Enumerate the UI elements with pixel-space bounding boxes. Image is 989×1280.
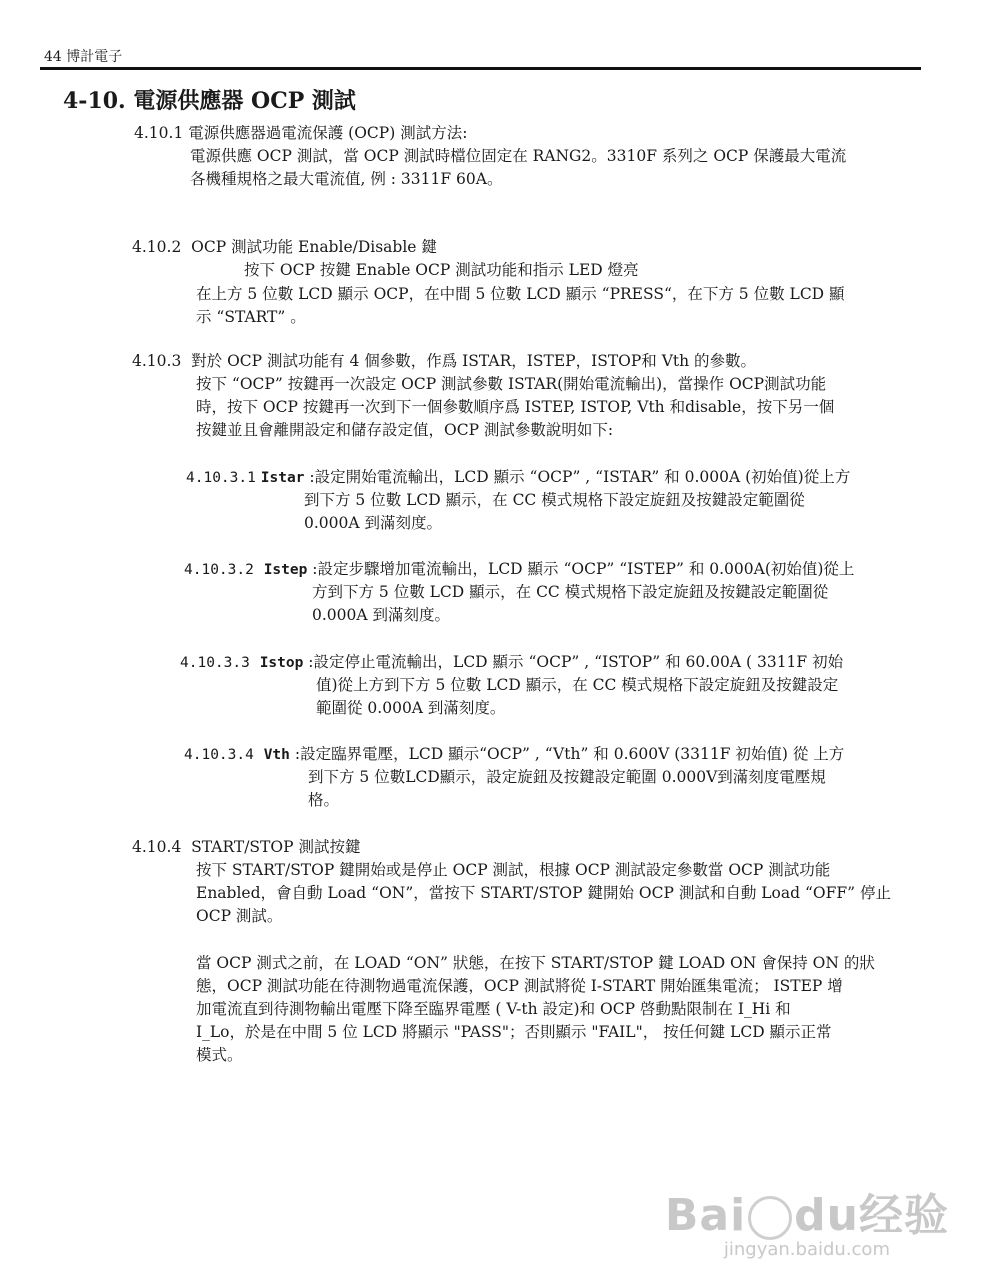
watermark-logo-part: Bai xyxy=(664,1190,747,1241)
param-term: Vth xyxy=(263,747,290,763)
paw-icon xyxy=(748,1196,792,1240)
param-term: Istep xyxy=(263,562,308,578)
body-line: 當 OCP 測式之前，在 LOAD “ON” 狀態，在按下 START/STOP 鍵 LOAD ON 會保持 ON 的狀 xyxy=(196,954,875,972)
body-line: 態，OCP 測試功能在待測物過電流保護，OCP 測試將從 I-START 開始匯集電流； ISTEP 增 xyxy=(196,977,843,995)
page-number: 44 xyxy=(44,49,62,65)
param-istep xyxy=(184,558,854,582)
body-line: 按下 OCP 按鍵 Enable OCP 測試功能和指示 LED 燈亮 xyxy=(244,261,639,279)
param-vth-body xyxy=(308,766,826,812)
subsection-4-10-4 xyxy=(132,836,360,859)
subsection-number: 4.10.1 xyxy=(134,124,184,142)
publisher-name: 博計電子 xyxy=(66,49,123,65)
body-line: 值)從上方到下方 5 位數 LCD 顯示，在 CC 模式規格下設定旋鈕及按鍵設定 xyxy=(316,676,839,694)
param-number: 4.10.3.1 xyxy=(186,470,256,486)
subsection-heading: START/STOP 測試按鍵 xyxy=(191,838,361,856)
subsection-4-10-4-paragraph-2 xyxy=(196,952,875,1067)
body-line: :設定開始電流輸出，LCD 顯示 “OCP” , “ISTAR” 和 0.000A (初始值)從上方 xyxy=(309,468,851,486)
body-line: 加電流直到待測物輸出電壓下降至臨界電壓 ( V-th 設定)和 OCP 啓動點限制在 I_Hi 和 xyxy=(196,1000,791,1018)
subsection-4-10-1 xyxy=(134,122,467,145)
subsection-4-10-2-body xyxy=(196,283,845,329)
subsection-heading: OCP 測試功能 Enable/Disable 鍵 xyxy=(191,238,437,256)
body-line: 按鍵並且會離開設定和儲存設定值，OCP 測試參數說明如下: xyxy=(196,421,614,439)
body-line: 各機種規格之最大電流值, 例 : 3311F 60A。 xyxy=(190,170,503,188)
body-line: 電源供應 OCP 測試，當 OCP 測試時檔位固定在 RANG2。3310F 系列之 OCP 保護最大電流 xyxy=(190,147,847,165)
body-line: :設定停止電流輸出，LCD 顯示 “OCP” , “ISTOP” 和 60.00A ( 3311F 初始 xyxy=(308,653,844,671)
watermark-logo-part: du xyxy=(794,1190,859,1241)
body-line: 到下方 5 位數LCD顯示，設定旋鈕及按鍵設定範圍 0.000V到滿刻度電壓規 xyxy=(308,768,826,786)
param-istop-body xyxy=(316,674,838,720)
subsection-heading: 電源供應器過電流保護 (OCP) 測試方法: xyxy=(188,124,468,142)
body-line: 在上方 5 位數 LCD 顯示 OCP，在中間 5 位數 LCD 顯示 “PRESS“，在下方 5 位數 LCD 顯 xyxy=(196,285,845,303)
page-header xyxy=(44,46,122,66)
param-term: Istop xyxy=(259,655,304,671)
body-line: 0.000A 到滿刻度。 xyxy=(304,514,442,532)
body-line: 模式。 xyxy=(196,1046,243,1064)
param-istar xyxy=(186,466,850,490)
subsection-number: 4.10.3 xyxy=(132,352,182,370)
watermark-url: jingyan.baidu.com xyxy=(723,1239,890,1260)
subsection-4-10-1-body xyxy=(190,145,846,191)
subsection-4-10-3 xyxy=(132,350,756,373)
body-line: 按下 “OCP” 按鍵再一次設定 OCP 測試參數 ISTAR(開始電流輸出)，當操作 OCP測試功能 xyxy=(196,375,827,393)
header-rule xyxy=(40,67,921,70)
subsection-4-10-3-body xyxy=(196,373,834,442)
section-title-text: 電源供應器 OCP 測試 xyxy=(133,88,356,114)
subsection-4-10-2 xyxy=(132,236,437,259)
param-term: Istar xyxy=(260,470,305,486)
watermark-logo xyxy=(665,1179,949,1243)
param-number: 4.10.3.3 xyxy=(180,655,250,671)
body-line: OCP 測試。 xyxy=(196,907,283,925)
body-line: I_Lo，於是在中間 5 位 LCD 將顯示 "PASS"；否則顯示 "FAIL"， 按任何鍵 LCD 顯示正常 xyxy=(196,1023,832,1041)
param-number: 4.10.3.2 xyxy=(184,562,254,578)
watermark-logo-part: 经验 xyxy=(859,1190,949,1241)
body-line: 時，按下 OCP 按鍵再一次到下一個參數順序爲 ISTEP, ISTOP, Vth 和disable，按下另一個 xyxy=(196,398,835,416)
body-line: 按下 START/STOP 鍵開始或是停止 OCP 測試，根據 OCP 測試設定參數當 OCP 測試功能 xyxy=(196,861,831,879)
body-line: 格。 xyxy=(308,791,340,809)
param-istop xyxy=(180,651,843,675)
body-line: 0.000A 到滿刻度。 xyxy=(312,606,450,624)
param-istar-body xyxy=(304,489,805,535)
param-number: 4.10.3.4 xyxy=(184,747,254,763)
param-istep-body xyxy=(312,581,828,627)
subsection-4-10-4-body xyxy=(196,859,891,928)
subsection-number: 4.10.4 xyxy=(132,838,182,856)
body-line: 範圍從 0.000A 到滿刻度。 xyxy=(316,699,506,717)
subsection-heading: 對於 OCP 測試功能有 4 個參數，作爲 ISTAR，ISTEP，ISTOP和 Vth 的參數。 xyxy=(191,352,757,370)
subsection-number: 4.10.2 xyxy=(132,238,182,256)
body-line: 方到下方 5 位數 LCD 顯示，在 CC 模式規格下設定旋鈕及按鍵設定範圍從 xyxy=(312,583,829,601)
baidu-jingyan-watermark xyxy=(665,1179,949,1260)
body-line: :設定步驟增加電流輸出，LCD 顯示 “OCP” “ISTEP” 和 0.000A(初始值)從上 xyxy=(312,560,855,578)
section-title xyxy=(63,84,356,115)
body-line: Enabled，會自動 Load “ON”，當按下 START/STOP 鍵開始 OCP 測試和自動 Load “OFF” 停止 xyxy=(196,884,891,902)
body-line: 到下方 5 位數 LCD 顯示，在 CC 模式規格下設定旋鈕及按鍵設定範圍從 xyxy=(304,491,805,509)
param-vth xyxy=(184,743,844,767)
body-line: 示 “START” 。 xyxy=(196,308,306,326)
body-line: :設定臨界電壓，LCD 顯示“OCP” , “Vth” 和 0.600V (3311F 初始值) 從 上方 xyxy=(294,745,845,763)
section-number: 4-10. xyxy=(63,88,126,114)
